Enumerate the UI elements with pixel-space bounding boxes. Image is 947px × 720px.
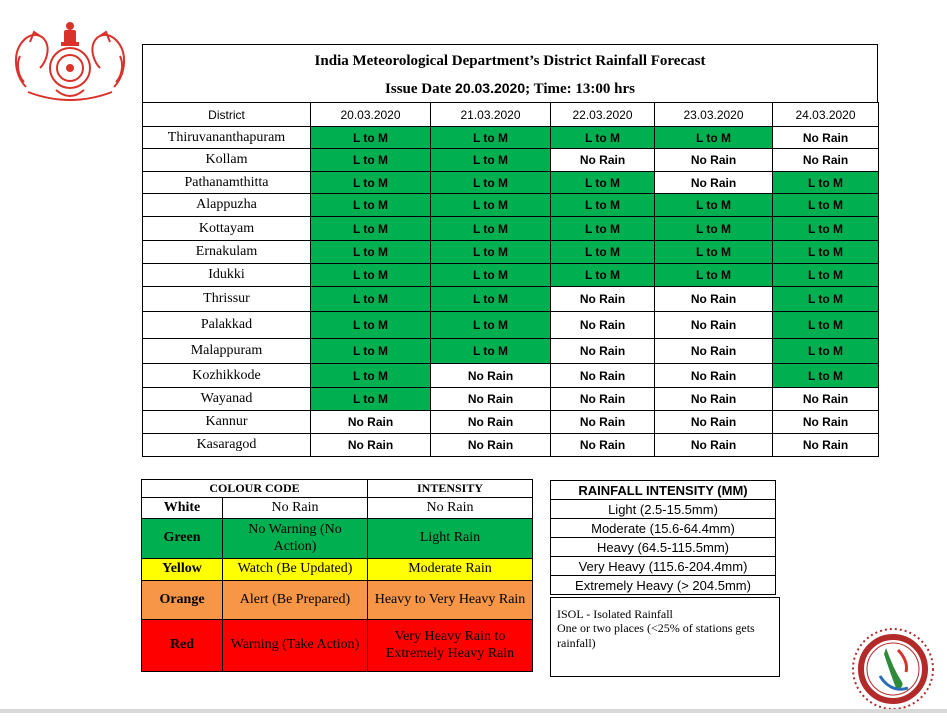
forecast-cell: No Rain xyxy=(655,364,773,388)
forecast-cell: L to M xyxy=(551,172,655,194)
forecast-cell: No Rain xyxy=(551,411,655,434)
forecast-cell: L to M xyxy=(431,149,551,172)
forecast-cell: No Rain xyxy=(655,388,773,411)
colour-code-meaning: Alert (Be Prepared) xyxy=(223,581,368,620)
forecast-cell: L to M xyxy=(773,364,879,388)
kerala-state-emblem-icon xyxy=(6,12,134,108)
rainfall-intensity-row xyxy=(551,519,776,538)
kerala-disaster-management-logo-icon xyxy=(850,626,936,712)
forecast-cell: L to M xyxy=(311,241,431,264)
forecast-cell: L to M xyxy=(773,217,879,241)
forecast-cell: No Rain xyxy=(551,287,655,312)
forecast-cell: L to M xyxy=(551,264,655,287)
district-name: Malappuram xyxy=(143,339,311,364)
forecast-cell: No Rain xyxy=(431,434,551,457)
colour-code-meaning: No Rain xyxy=(223,498,368,519)
forecast-cell: L to M xyxy=(773,312,879,339)
district-row xyxy=(143,364,879,388)
forecast-cell: No Rain xyxy=(655,434,773,457)
forecast-cell: L to M xyxy=(311,287,431,312)
date-column-header: 21.03.2020 xyxy=(431,103,551,127)
district-name: Kannur xyxy=(143,411,311,434)
district-name: Palakkad xyxy=(143,312,311,339)
colour-code-header: COLOUR CODE xyxy=(142,480,368,498)
page-title: India Meteorological Department’s District Rainfall Forecast xyxy=(314,53,706,69)
forecast-header xyxy=(142,44,878,102)
forecast-cell: L to M xyxy=(311,149,431,172)
rainfall-intensity-item: Light (2.5-15.5mm) xyxy=(551,500,776,519)
forecast-cell: L to M xyxy=(655,217,773,241)
rainfall-intensity-item: Extremely Heavy (> 204.5mm) xyxy=(551,576,776,595)
rainfall-intensity-row xyxy=(551,576,776,595)
colour-code-intensity: Light Rain xyxy=(368,519,533,559)
forecast-cell: No Rain xyxy=(431,411,551,434)
colour-code-table xyxy=(141,479,533,672)
district-forecast-table xyxy=(142,102,879,457)
forecast-cell: L to M xyxy=(551,127,655,149)
forecast-cell: L to M xyxy=(431,339,551,364)
issue-time: ; Time: 13:00 hrs xyxy=(525,81,635,97)
colour-code-intensity: Heavy to Very Heavy Rain xyxy=(368,581,533,620)
rainfall-intensity-item: Heavy (64.5-115.5mm) xyxy=(551,538,776,557)
district-row xyxy=(143,149,879,172)
forecast-cell: No Rain xyxy=(551,388,655,411)
forecast-cell: L to M xyxy=(311,339,431,364)
forecast-cell: No Rain xyxy=(311,434,431,457)
forecast-cell: L to M xyxy=(773,241,879,264)
forecast-cell: L to M xyxy=(773,339,879,364)
colour-code-name: White xyxy=(142,498,223,519)
colour-code-meaning: No Warning (No Action) xyxy=(223,519,368,559)
issue-date: 20.03.2020 xyxy=(455,80,526,96)
forecast-cell: No Rain xyxy=(311,411,431,434)
intensity-header: INTENSITY xyxy=(368,480,533,498)
forecast-cell: L to M xyxy=(431,194,551,217)
district-name: Idukki xyxy=(143,264,311,287)
forecast-cell: L to M xyxy=(431,172,551,194)
forecast-cell: L to M xyxy=(655,127,773,149)
forecast-cell: L to M xyxy=(431,264,551,287)
district-name: Thrissur xyxy=(143,287,311,312)
date-column-header: 22.03.2020 xyxy=(551,103,655,127)
forecast-cell: L to M xyxy=(311,312,431,339)
district-row xyxy=(143,194,879,217)
colour-code-row xyxy=(142,519,533,559)
forecast-cell: L to M xyxy=(551,217,655,241)
rainfall-intensity-table xyxy=(550,480,776,595)
date-column-header: 20.03.2020 xyxy=(311,103,431,127)
colour-code-intensity: Very Heavy Rain to Extremely Heavy Rain xyxy=(368,620,533,672)
district-row xyxy=(143,217,879,241)
district-row xyxy=(143,411,879,434)
district-row xyxy=(143,312,879,339)
forecast-cell: L to M xyxy=(773,194,879,217)
rainfall-intensity-row xyxy=(551,557,776,576)
forecast-cell: L to M xyxy=(431,312,551,339)
forecast-cell: L to M xyxy=(773,264,879,287)
colour-code-header-row xyxy=(142,480,533,498)
forecast-cell: L to M xyxy=(311,194,431,217)
forecast-cell: L to M xyxy=(311,264,431,287)
district-column-header: District xyxy=(143,103,311,127)
forecast-cell: L to M xyxy=(773,287,879,312)
rainfall-intensity-item: Moderate (15.6-64.4mm) xyxy=(551,519,776,538)
district-row xyxy=(143,264,879,287)
colour-code-row xyxy=(142,581,533,620)
issue-label: Issue Date xyxy=(385,81,452,97)
district-row xyxy=(143,434,879,457)
isol-description: One or two places (<25% of stations gets rainfall) xyxy=(557,621,755,650)
isol-definition: ISOL - Isolated Rainfall xyxy=(557,607,673,621)
forecast-cell: L to M xyxy=(311,127,431,149)
forecast-cell: No Rain xyxy=(431,388,551,411)
forecast-cell: L to M xyxy=(655,241,773,264)
forecast-cell: No Rain xyxy=(431,364,551,388)
issue-line xyxy=(143,80,877,98)
district-row xyxy=(143,287,879,312)
colour-code-name: Yellow xyxy=(142,559,223,581)
forecast-cell: No Rain xyxy=(655,312,773,339)
forecast-cell: No Rain xyxy=(551,339,655,364)
rainfall-intensity-title: RAINFALL INTENSITY (MM) xyxy=(551,481,776,500)
colour-code-intensity: No Rain xyxy=(368,498,533,519)
forecast-cell: No Rain xyxy=(655,411,773,434)
date-column-header: 24.03.2020 xyxy=(773,103,879,127)
forecast-cell: No Rain xyxy=(551,434,655,457)
forecast-cell: L to M xyxy=(655,194,773,217)
forecast-cell: No Rain xyxy=(773,149,879,172)
colour-code-meaning: Warning (Take Action) xyxy=(223,620,368,672)
rainfall-intensity-row xyxy=(551,500,776,519)
forecast-cell: L to M xyxy=(311,364,431,388)
colour-code-row xyxy=(142,620,533,672)
forecast-header-row xyxy=(143,103,879,127)
forecast-cell: No Rain xyxy=(655,287,773,312)
forecast-cell: L to M xyxy=(431,287,551,312)
isol-note xyxy=(550,597,780,677)
forecast-cell: L to M xyxy=(431,127,551,149)
district-name: Alappuzha xyxy=(143,194,311,217)
forecast-cell: L to M xyxy=(773,172,879,194)
district-name: Wayanad xyxy=(143,388,311,411)
forecast-cell: L to M xyxy=(655,264,773,287)
colour-code-name: Red xyxy=(142,620,223,672)
forecast-cell: No Rain xyxy=(773,388,879,411)
colour-code-meaning: Watch (Be Updated) xyxy=(223,559,368,581)
rainfall-intensity-row xyxy=(551,538,776,557)
colour-code-name: Green xyxy=(142,519,223,559)
bottom-divider xyxy=(0,709,947,713)
district-name: Kollam xyxy=(143,149,311,172)
district-name: Ernakulam xyxy=(143,241,311,264)
district-name: Kozhikkode xyxy=(143,364,311,388)
colour-code-name: Orange xyxy=(142,581,223,620)
rainfall-intensity-item: Very Heavy (115.6-204.4mm) xyxy=(551,557,776,576)
forecast-cell: L to M xyxy=(431,217,551,241)
district-row xyxy=(143,127,879,149)
forecast-cell: No Rain xyxy=(773,127,879,149)
forecast-cell: L to M xyxy=(551,194,655,217)
forecast-cell: L to M xyxy=(551,241,655,264)
date-column-header: 23.03.2020 xyxy=(655,103,773,127)
rainfall-intensity-title-row xyxy=(551,481,776,500)
district-row xyxy=(143,388,879,411)
forecast-cell: No Rain xyxy=(773,411,879,434)
forecast-cell: L to M xyxy=(431,241,551,264)
forecast-cell: No Rain xyxy=(655,339,773,364)
colour-code-intensity: Moderate Rain xyxy=(368,559,533,581)
forecast-cell: L to M xyxy=(311,388,431,411)
district-row xyxy=(143,241,879,264)
forecast-cell: No Rain xyxy=(551,312,655,339)
colour-code-row xyxy=(142,498,533,519)
district-name: Pathanamthitta xyxy=(143,172,311,194)
forecast-cell: L to M xyxy=(311,217,431,241)
district-name: Thiruvananthapuram xyxy=(143,127,311,149)
forecast-cell: No Rain xyxy=(655,149,773,172)
district-row xyxy=(143,339,879,364)
forecast-cell: No Rain xyxy=(655,172,773,194)
district-row xyxy=(143,172,879,194)
district-name: Kottayam xyxy=(143,217,311,241)
forecast-cell: No Rain xyxy=(551,149,655,172)
forecast-cell: No Rain xyxy=(551,364,655,388)
colour-code-row xyxy=(142,559,533,581)
district-name: Kasaragod xyxy=(143,434,311,457)
forecast-cell: L to M xyxy=(311,172,431,194)
forecast-cell: No Rain xyxy=(773,434,879,457)
